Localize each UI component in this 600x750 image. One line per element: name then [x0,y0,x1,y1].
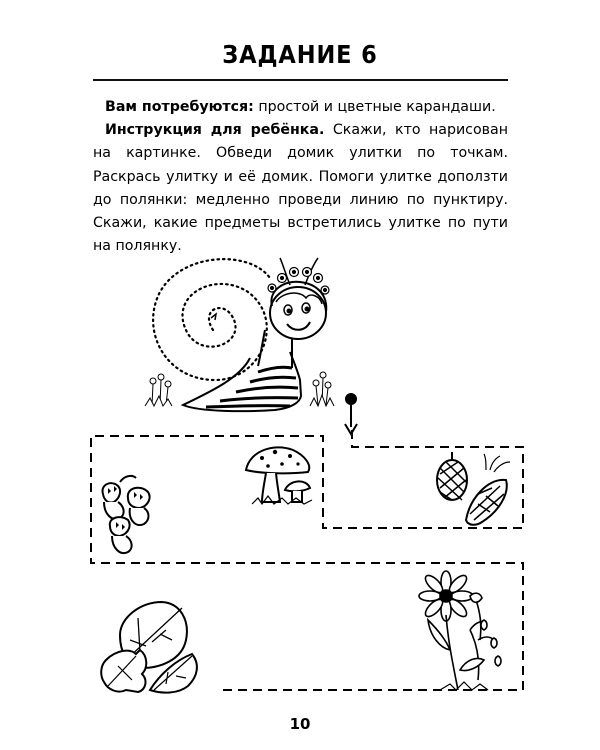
acorn-icon [103,476,150,553]
mushroom-icon [246,447,312,504]
leaf-icon [101,602,197,693]
instruction-text: Скажи, кто нарисован на картинке. Обведи домик улитки по точкам. Раскрась улитку и её домик. Помоги улитке доползти до полянки: медленно проведи линию по пунктиру. Скажи, какие предметы встретились улитке по пути на полянку. [93,122,508,255]
materials-label: Вам потребуются: [105,99,254,115]
start-arrow-icon [345,393,357,434]
pine-cone-icon [437,452,510,525]
materials-text: простой и цветные карандаши. [253,99,496,115]
page-number: 10 [289,715,311,733]
snail-icon [145,258,334,411]
page-title: ЗАДАНИЕ 6 [222,40,378,69]
flower-icon [419,571,501,690]
instruction-label: Инструкция для ребёнка. [105,122,325,139]
